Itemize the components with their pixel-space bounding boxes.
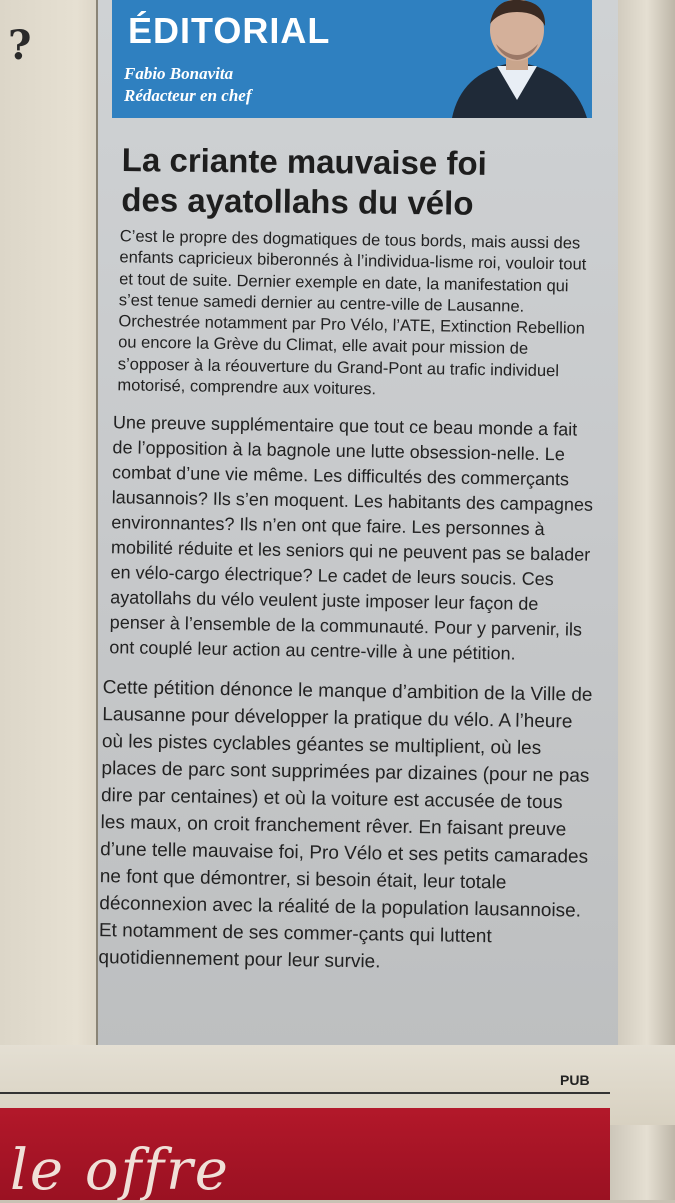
pub-rule bbox=[0, 1092, 610, 1094]
section-title: ÉDITORIAL bbox=[128, 10, 331, 51]
margin-question-mark: ? bbox=[8, 22, 32, 69]
paragraph-1: C’est le propre des dogmatiques de tous bords, mais aussi des enfants capricieux biberonnés à l’individua-lisme roi, vouloir tout et tout de suite. Dernier exemple en date, la manifestation qui s’est tenue samedi dernier au centre-ville de Lausanne. Orchestrée notamment par Pro Vélo, l’ATE, Extinction Rebellion ou encore la Grève du Climat, elle avait pour mission de s’opposer à la réouverture du Grand-Pont au trafic individuel motorisé, comprendre aux voitures. bbox=[117, 227, 587, 399]
headline bbox=[121, 140, 582, 225]
author-name: Fabio Bonavita bbox=[124, 64, 234, 83]
headline-line-1: La criante mauvaise foi bbox=[121, 140, 487, 182]
paragraph-3: Cette pétition dénonce le manque d’ambition de la Ville de Lausanne pour développer la pratique du vélo. A l’heure où les pistes cyclables géantes se multiplient, où les places de parc sont supprimées par dizaines (pour ne pas dire par centaines) et où la voiture est accusée de tous les maux, on croit franchement rêver. En faisant preuve d’une telle mauvaise foi, Pro Vélo et ses petits camarades ne font que démontrer, si besoin était, leur totale déconnexion avec la réalité de la population lausannoise. Et notamment de ses commer-çants qui luttent quotidiennement pour leur survie. bbox=[98, 677, 593, 973]
headline-line-2: des ayatollahs du vélo bbox=[121, 180, 474, 222]
paragraph-2: Une preuve supplémentaire que tout ce beau monde a fait de l’opposition à la bagnole une lutte obsession-nelle. Le combat d’une vie même. Les difficultés des commerçants lausannois? Ils s’en moquent. Les habitants des campagnes environnantes? Ils n’en ont que faire. Les personnes à mobilité réduite et les seniors qui ne peuvent pas se balader en vélo-cargo électrique? Le cadet de leurs soucis. Ces ayatollahs du vélo veulent juste imposer leur façon de penser à l’ensemble de la communauté. Pour y parvenir, ils ont couplé leur action au centre-ville à une pétition. bbox=[109, 412, 594, 664]
editorial-banner bbox=[112, 0, 592, 118]
article-body bbox=[88, 226, 600, 993]
author-portrait bbox=[442, 0, 592, 118]
author-role: Rédacteur en chef bbox=[124, 86, 252, 105]
ad-text: le offre bbox=[10, 1138, 230, 1203]
pub-label: PUB bbox=[560, 1072, 590, 1088]
